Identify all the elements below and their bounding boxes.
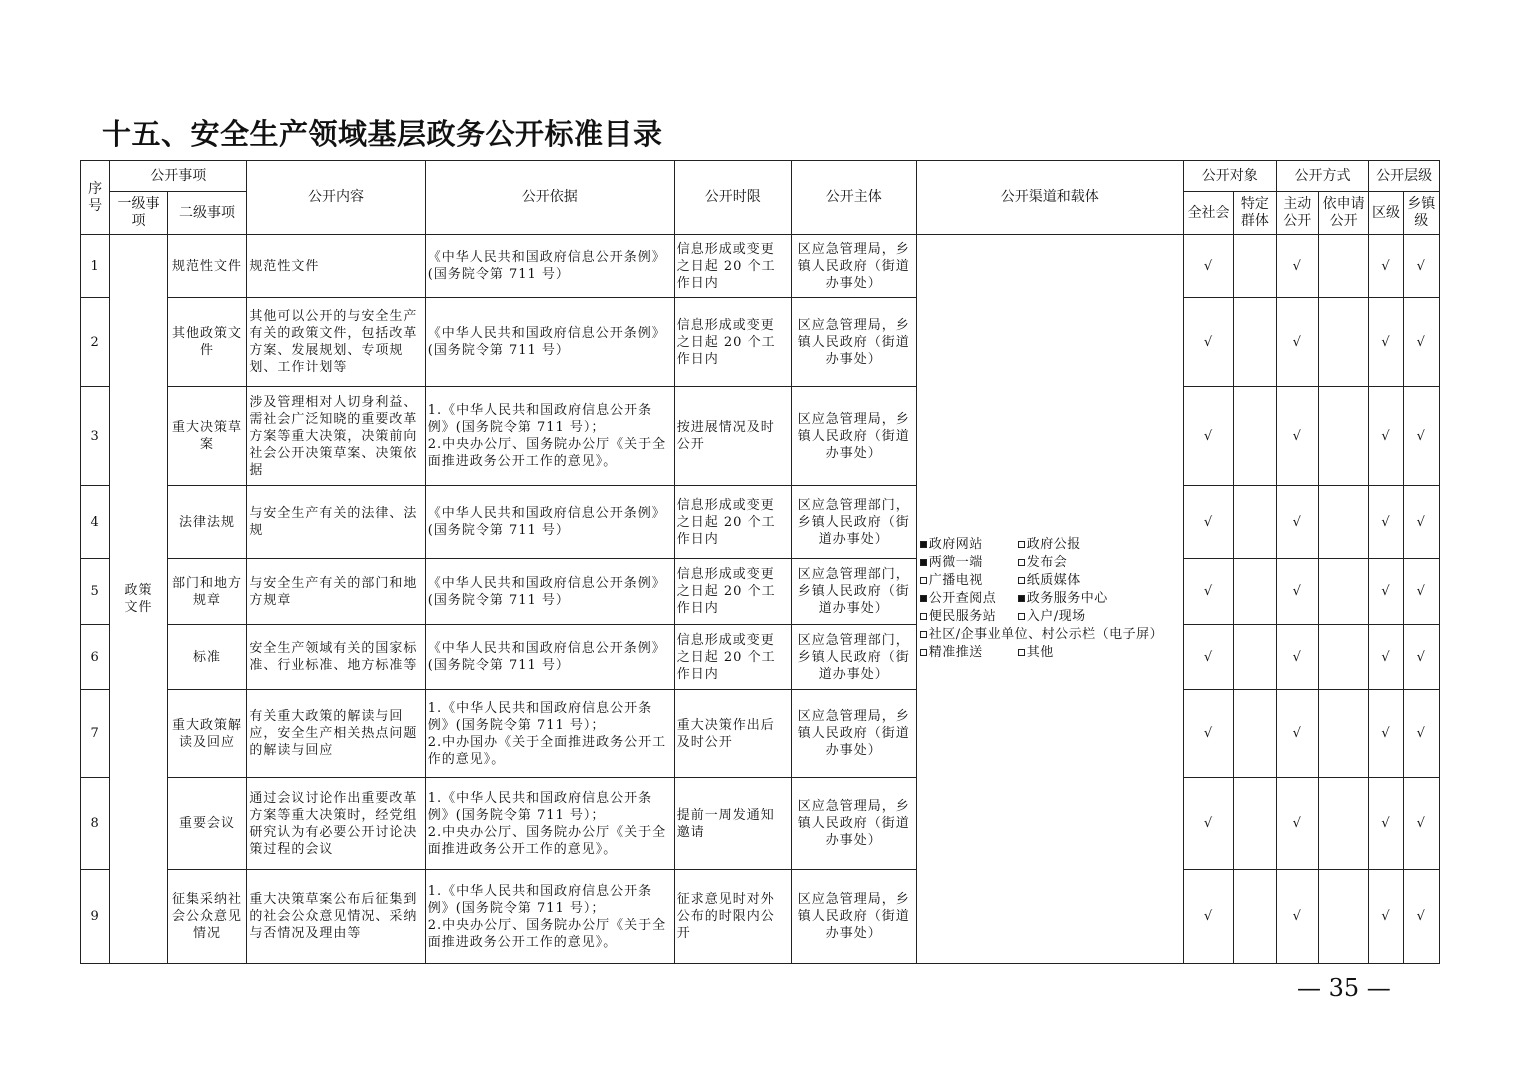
row-number: 2 — [81, 298, 110, 387]
mark-all — [1183, 559, 1233, 625]
channel-label: 政务服务中心 — [1026, 591, 1108, 606]
level2-item: 重大政策解读及回应 — [167, 690, 247, 778]
header-seq: 序号 — [81, 161, 110, 235]
time-limit-cell: 信息形成或变更之日起 20 个工作日内 — [674, 486, 791, 559]
row-number: 7 — [81, 690, 110, 778]
row-number: 9 — [81, 870, 110, 964]
row-number: 4 — [81, 486, 110, 559]
mark-specific — [1234, 778, 1276, 870]
time-limit-cell: 重大决策作出后及时公开 — [674, 690, 791, 778]
mark-request — [1318, 486, 1368, 559]
header-method-group: 公开方式 — [1276, 161, 1369, 192]
channel-label: 政府网站 — [928, 537, 983, 552]
mark-all — [1183, 778, 1233, 870]
mark-request — [1318, 778, 1368, 870]
basis-line: 1.《中华人民共和国政府信息公开条例》(国务院令第 711 号）； — [427, 700, 653, 733]
content-cell: 通过会议讨论作出重要改革方案等重大决策时，经党组研究认为有必要公开讨论决策过程的会议 — [247, 778, 425, 870]
content-cell: 规范性文件 — [247, 235, 425, 298]
empty-box-icon — [1018, 577, 1025, 584]
channel-item — [920, 644, 1018, 662]
basis-cell — [425, 235, 674, 298]
mark-district — [1369, 559, 1403, 625]
mark-district — [1369, 298, 1403, 387]
content-cell: 重大决策草案公布后征集到的社会公众意见情况、采纳与否情况及理由等 — [247, 870, 425, 964]
channel-label: 入户/现场 — [1026, 609, 1086, 624]
check-mark-icon: √ — [1203, 514, 1214, 530]
mark-active — [1276, 870, 1318, 964]
content-cell: 与安全生产有关的法律、法规 — [247, 486, 425, 559]
content-cell: 涉及管理相对人切身利益、需社会广泛知晓的重要改革方案等重大决策，决策前向社会公开决策草案、决策依据 — [247, 387, 425, 486]
mark-request — [1318, 690, 1368, 778]
mark-town — [1403, 486, 1439, 559]
row-number: 6 — [81, 625, 110, 690]
channel-list — [919, 536, 1181, 662]
row-number: 1 — [81, 235, 110, 298]
channel-label: 纸质媒体 — [1026, 573, 1081, 588]
basis-line: 2.中办国办《关于全面推进政务公开工作的意见》。 — [427, 734, 667, 767]
mark-district — [1369, 870, 1403, 964]
mark-all — [1183, 298, 1233, 387]
subject-cell: 区应急管理局，乡镇人民政府（街道办事处） — [791, 235, 916, 298]
check-mark-icon: √ — [1416, 649, 1426, 665]
mark-request — [1318, 387, 1368, 486]
mark-active — [1276, 625, 1318, 690]
check-mark-icon: √ — [1381, 726, 1391, 741]
check-mark-icon: √ — [1203, 649, 1214, 665]
channel-item — [920, 626, 1168, 644]
channel-label: 发布会 — [1026, 555, 1068, 570]
level2-item: 部门和地方规章 — [167, 559, 247, 625]
header-level1: 一级事项 — [110, 192, 167, 235]
mark-all — [1183, 235, 1233, 298]
header-level-group: 公开层级 — [1369, 161, 1440, 192]
check-mark-icon: √ — [1292, 816, 1302, 831]
check-mark-icon: √ — [1381, 334, 1391, 350]
basis-line: 2.中央办公厅、国务院办公厅《关于全面推进政务公开工作的意见》。 — [427, 824, 667, 857]
mark-town — [1403, 870, 1439, 964]
channel-item — [920, 590, 1018, 608]
header-target-all: 全社会 — [1183, 192, 1233, 235]
table-row — [81, 486, 1440, 559]
mark-all — [1183, 690, 1233, 778]
subject-cell: 区应急管理局，乡镇人民政府（街道办事处） — [791, 778, 916, 870]
check-mark-icon: √ — [1381, 258, 1391, 274]
level2-item: 其他政策文件 — [167, 298, 247, 387]
mark-town — [1403, 298, 1439, 387]
table-row — [81, 559, 1440, 625]
table-row — [81, 625, 1440, 690]
basis-cell — [425, 387, 674, 486]
mark-district — [1369, 486, 1403, 559]
time-limit-cell: 征求意见时对外公布的时限内公开 — [674, 870, 791, 964]
mark-specific — [1234, 387, 1276, 486]
mark-town — [1403, 559, 1439, 625]
check-mark-icon: √ — [1416, 428, 1426, 444]
level2-item: 征集采纳社会公众意见情况 — [167, 870, 247, 964]
page-number: — 35 — — [1297, 974, 1391, 1002]
content-cell: 有关重大政策的解读与回应，安全生产相关热点问题的解读与回应 — [247, 690, 425, 778]
mark-district — [1369, 690, 1403, 778]
basis-line: 《中华人民共和国政府信息公开条例》(国务院令第 711 号） — [427, 641, 666, 673]
header-subject: 公开主体 — [791, 161, 916, 235]
check-mark-icon: √ — [1292, 584, 1302, 599]
channel-cell — [916, 235, 1183, 964]
check-mark-icon: √ — [1203, 428, 1214, 444]
check-mark-icon: √ — [1416, 334, 1426, 350]
header-target-group: 公开对象 — [1183, 161, 1276, 192]
level2-item: 规范性文件 — [167, 235, 247, 298]
subject-cell: 区应急管理局，乡镇人民政府（街道办事处） — [791, 298, 916, 387]
time-limit-cell: 信息形成或变更之日起 20 个工作日内 — [674, 298, 791, 387]
level1-item: 政策文件 — [110, 235, 167, 964]
mark-specific — [1234, 690, 1276, 778]
mark-town — [1403, 387, 1439, 486]
subject-cell: 区应急管理部门，乡镇人民政府（街道办事处） — [791, 486, 916, 559]
mark-district — [1369, 387, 1403, 486]
mark-specific — [1234, 559, 1276, 625]
basis-line: 2.中央办公厅、国务院办公厅《关于全面推进政务公开工作的意见》。 — [427, 437, 667, 469]
check-mark-icon: √ — [1381, 428, 1391, 444]
time-limit-cell: 提前一周发通知邀请 — [674, 778, 791, 870]
page-title: 十五、安全生产领域基层政务公开标准目录 — [102, 117, 663, 151]
check-mark-icon: √ — [1203, 584, 1214, 599]
check-mark-icon: √ — [1381, 584, 1391, 599]
channel-item — [920, 572, 1018, 590]
channel-label: 社区/企事业单位、村公示栏（电子屏） — [928, 627, 1164, 642]
empty-box-icon — [1018, 613, 1025, 620]
mark-active — [1276, 778, 1318, 870]
header-target-specific: 特定群体 — [1234, 192, 1276, 235]
row-number: 3 — [81, 387, 110, 486]
table-row — [81, 235, 1440, 298]
mark-active — [1276, 559, 1318, 625]
mark-all — [1183, 387, 1233, 486]
channel-item — [1018, 554, 1168, 572]
content-cell: 安全生产领域有关的国家标准、行业标准、地方标准等 — [247, 625, 425, 690]
basis-line: 《中华人民共和国政府信息公开条例》(国务院令第 711 号） — [427, 506, 666, 538]
check-mark-icon: √ — [1381, 816, 1391, 831]
mark-town — [1403, 690, 1439, 778]
check-mark-icon: √ — [1203, 334, 1214, 350]
mark-request — [1318, 625, 1368, 690]
header-matter-group: 公开事项 — [110, 161, 247, 192]
table-row — [81, 778, 1440, 870]
table-body — [81, 235, 1440, 964]
checked-box-icon — [920, 541, 927, 548]
check-mark-icon: √ — [1416, 909, 1426, 924]
basis-line: 1.《中华人民共和国政府信息公开条例》(国务院令第 711 号）； — [427, 883, 653, 916]
empty-box-icon — [920, 613, 927, 620]
check-mark-icon: √ — [1292, 649, 1302, 665]
header-level-town: 乡镇级 — [1403, 192, 1439, 235]
header-content: 公开内容 — [247, 161, 425, 235]
header-method-request: 依申请公开 — [1318, 192, 1368, 235]
check-mark-icon: √ — [1292, 428, 1302, 444]
table-row — [81, 870, 1440, 964]
mark-active — [1276, 690, 1318, 778]
table-row — [81, 690, 1440, 778]
basis-cell — [425, 778, 674, 870]
check-mark-icon: √ — [1292, 726, 1302, 741]
basis-line: 1.《中华人民共和国政府信息公开条例》(国务院令第 711 号）； — [427, 790, 653, 823]
mark-district — [1369, 235, 1403, 298]
empty-box-icon — [1018, 559, 1025, 566]
basis-cell — [425, 298, 674, 387]
channel-item — [920, 608, 1018, 626]
channel-item — [920, 536, 1018, 554]
mark-all — [1183, 870, 1233, 964]
mark-active — [1276, 387, 1318, 486]
row-number: 8 — [81, 778, 110, 870]
check-mark-icon: √ — [1416, 514, 1426, 530]
mark-request — [1318, 559, 1368, 625]
channel-label: 公开查阅点 — [928, 591, 997, 606]
basis-cell — [425, 559, 674, 625]
check-mark-icon: √ — [1203, 816, 1214, 831]
mark-active — [1276, 235, 1318, 298]
channel-label: 政府公报 — [1026, 537, 1081, 552]
header-method-active: 主动公开 — [1276, 192, 1318, 235]
check-mark-icon: √ — [1203, 726, 1214, 741]
header-channel: 公开渠道和载体 — [916, 161, 1183, 235]
mark-specific — [1234, 486, 1276, 559]
check-mark-icon: √ — [1416, 726, 1426, 741]
check-mark-icon: √ — [1416, 584, 1426, 599]
time-limit-cell: 信息形成或变更之日起 20 个工作日内 — [674, 235, 791, 298]
time-limit-cell: 按进展情况及时公开 — [674, 387, 791, 486]
header-time-limit: 公开时限 — [674, 161, 791, 235]
subject-cell: 区应急管理局，乡镇人民政府（街道办事处） — [791, 870, 916, 964]
empty-box-icon — [1018, 541, 1025, 548]
channel-item — [920, 554, 1018, 572]
check-mark-icon: √ — [1381, 909, 1391, 924]
subject-cell: 区应急管理部门，乡镇人民政府（街道办事处） — [791, 625, 916, 690]
row-number: 5 — [81, 559, 110, 625]
check-mark-icon: √ — [1203, 258, 1214, 274]
mark-active — [1276, 298, 1318, 387]
channel-label: 精准推送 — [928, 645, 983, 660]
empty-box-icon — [920, 577, 927, 584]
check-mark-icon: √ — [1292, 909, 1302, 924]
channel-item — [1018, 644, 1168, 662]
content-cell: 其他可以公开的与安全生产有关的政策文件，包括改革方案、发展规划、专项规划、工作计划等 — [247, 298, 425, 387]
empty-box-icon — [1018, 649, 1025, 656]
mark-request — [1318, 870, 1368, 964]
level2-item: 重要会议 — [167, 778, 247, 870]
check-mark-icon: √ — [1381, 514, 1391, 530]
basis-line: 《中华人民共和国政府信息公开条例》(国务院令第 711 号） — [427, 250, 666, 282]
check-mark-icon: √ — [1292, 514, 1302, 530]
channel-item — [1018, 608, 1168, 626]
mark-town — [1403, 625, 1439, 690]
mark-town — [1403, 778, 1439, 870]
channel-label: 便民服务站 — [928, 609, 997, 624]
table-row — [81, 387, 1440, 486]
mark-specific — [1234, 625, 1276, 690]
level2-item: 重大决策草案 — [167, 387, 247, 486]
basis-line: 《中华人民共和国政府信息公开条例》(国务院令第 711 号） — [427, 326, 666, 358]
channel-label: 其他 — [1026, 645, 1054, 660]
check-mark-icon: √ — [1416, 816, 1426, 831]
time-limit-cell: 信息形成或变更之日起 20 个工作日内 — [674, 559, 791, 625]
empty-box-icon — [920, 631, 927, 638]
mark-town — [1403, 235, 1439, 298]
basis-cell — [425, 690, 674, 778]
check-mark-icon: √ — [1416, 258, 1426, 274]
checked-box-icon — [1018, 595, 1025, 602]
header-basis: 公开依据 — [425, 161, 674, 235]
check-mark-icon: √ — [1381, 649, 1391, 665]
subject-cell: 区应急管理部门，乡镇人民政府（街道办事处） — [791, 559, 916, 625]
header-level-district: 区级 — [1369, 192, 1403, 235]
channel-item — [1018, 590, 1168, 608]
content-cell: 与安全生产有关的部门和地方规章 — [247, 559, 425, 625]
checked-box-icon — [920, 595, 927, 602]
check-mark-icon: √ — [1292, 258, 1302, 274]
channel-item — [1018, 572, 1168, 590]
catalog-table — [80, 160, 1440, 964]
header-level2: 二级事项 — [167, 192, 247, 235]
subject-cell: 区应急管理局，乡镇人民政府（街道办事处） — [791, 690, 916, 778]
empty-box-icon — [920, 649, 927, 656]
level2-item: 标准 — [167, 625, 247, 690]
mark-specific — [1234, 870, 1276, 964]
basis-line: 《中华人民共和国政府信息公开条例》(国务院令第 711 号） — [427, 575, 666, 608]
check-mark-icon: √ — [1292, 334, 1302, 350]
mark-all — [1183, 625, 1233, 690]
level2-item: 法律法规 — [167, 486, 247, 559]
mark-request — [1318, 235, 1368, 298]
channel-item — [1018, 536, 1168, 554]
mark-all — [1183, 486, 1233, 559]
channel-label: 两微一端 — [928, 555, 983, 570]
check-mark-icon: √ — [1203, 909, 1214, 924]
subject-cell: 区应急管理局，乡镇人民政府（街道办事处） — [791, 387, 916, 486]
checked-box-icon — [920, 559, 927, 566]
mark-active — [1276, 486, 1318, 559]
basis-cell — [425, 625, 674, 690]
basis-line: 1.《中华人民共和国政府信息公开条例》(国务院令第 711 号）； — [427, 403, 653, 435]
basis-line: 2.中央办公厅、国务院办公厅《关于全面推进政务公开工作的意见》。 — [427, 917, 667, 950]
mark-district — [1369, 625, 1403, 690]
mark-specific — [1234, 298, 1276, 387]
table-row — [81, 298, 1440, 387]
time-limit-cell: 信息形成或变更之日起 20 个工作日内 — [674, 625, 791, 690]
mark-district — [1369, 778, 1403, 870]
mark-request — [1318, 298, 1368, 387]
channel-label: 广播电视 — [928, 573, 983, 588]
basis-cell — [425, 870, 674, 964]
mark-specific — [1234, 235, 1276, 298]
basis-cell — [425, 486, 674, 559]
